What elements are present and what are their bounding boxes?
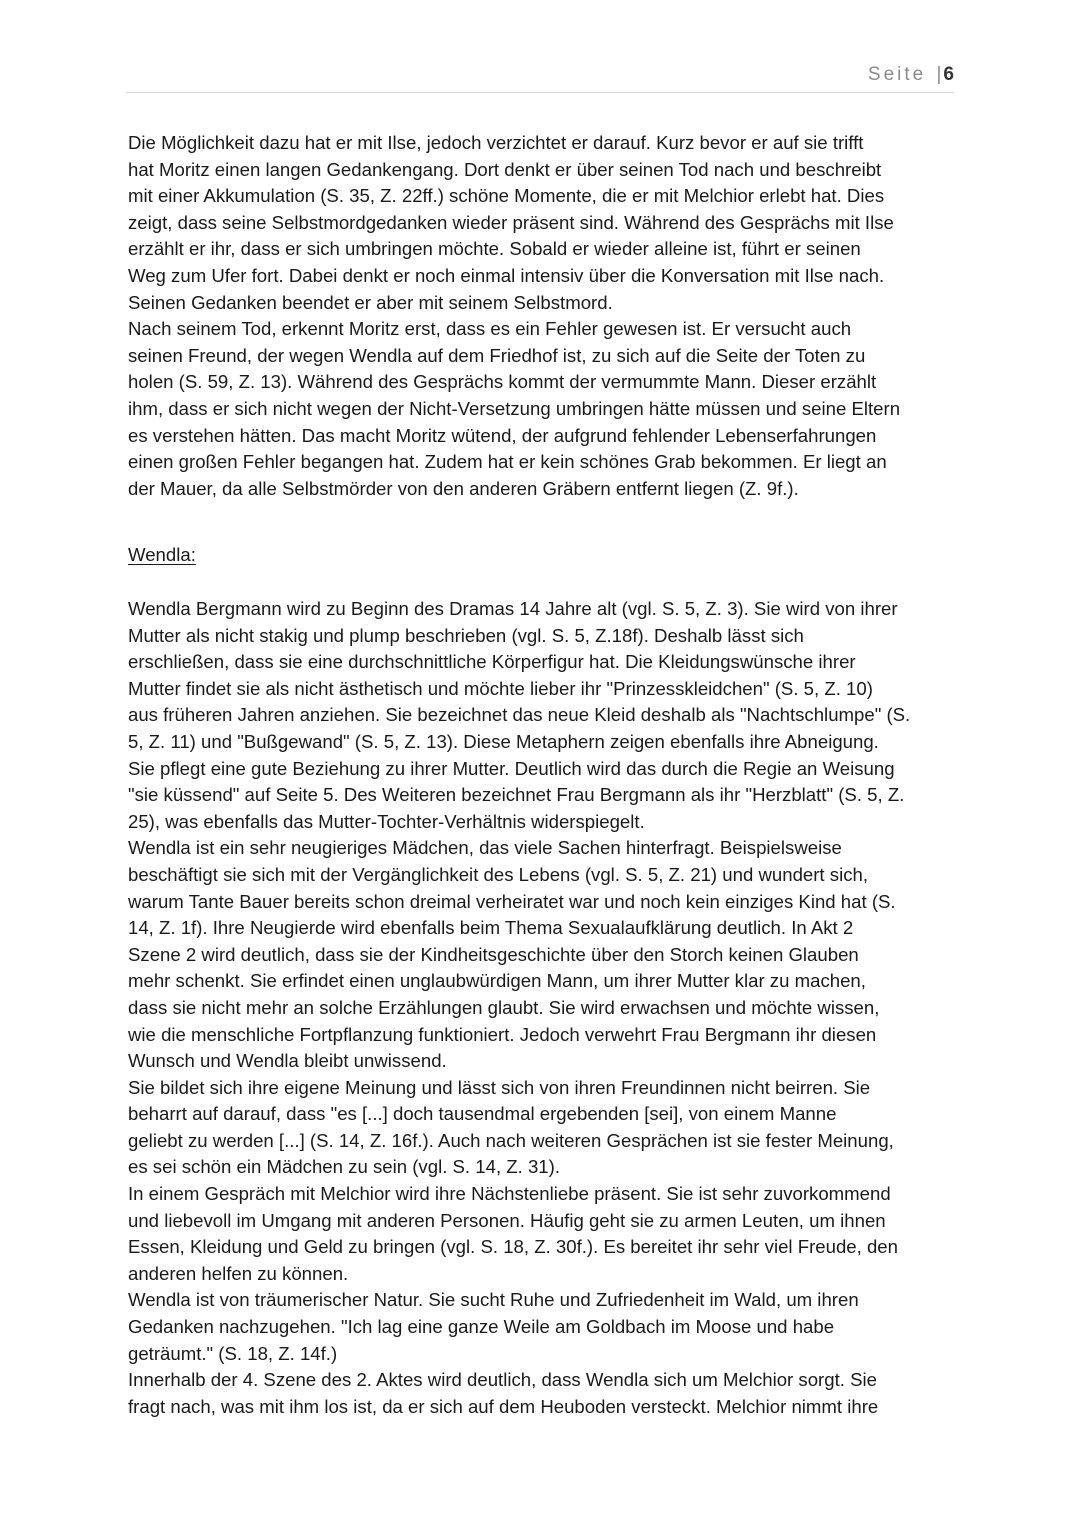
- text-line: fragt nach, was mit ihm los ist, da er sich auf dem Heuboden versteckt. Melchior nimmt ihre: [128, 1395, 879, 1417]
- page-header: [126, 62, 954, 93]
- text-line: Sie pflegt eine gute Beziehung zu ihrer Mutter. Deutlich wird das durch die Regie an Weisung: [128, 757, 895, 779]
- text-line: wie die menschliche Fortpflanzung funktioniert. Jedoch verwehrt Frau Bergmann ihr diesen: [128, 1023, 877, 1045]
- text-line: Innerhalb der 4. Szene des 2. Aktes wird deutlich, dass Wendla sich um Melchior sorgt. Sie: [128, 1369, 877, 1391]
- text-line: Essen, Kleidung und Geld zu bringen (vgl. S. 18, Z. 30f.). Es bereitet ihr sehr viel Freude, den: [128, 1236, 898, 1258]
- text-line: erzählt er ihr, dass er sich umbringen möchte. Sobald er wieder alleine ist, führt er seinen: [128, 238, 861, 260]
- text-line: dass sie nicht mehr an solche Erzählungen glaubt. Sie wird erwachsen und möchte wissen,: [128, 996, 880, 1018]
- text-line: beharrt auf darauf, dass "es [...] doch tausendmal ergebenden [sei], von einem Manne: [128, 1103, 837, 1125]
- text-line: erschließen, dass sie eine durchschnittliche Körperfigur hat. Die Kleidungswünsche ihrer: [128, 651, 856, 673]
- text-line: Szene 2 wird deutlich, dass sie der Kindheitsgeschichte über den Storch keinen Glauben: [128, 943, 859, 965]
- text-line: 14, Z. 1f). Ihre Neugierde wird ebenfalls beim Thema Sexualaufklärung deutlich. In Akt 2: [128, 917, 854, 939]
- text-line: Mutter als nicht stakig und plump beschrieben (vgl. S. 5, Z.18f). Deshalb lässt sich: [128, 624, 804, 646]
- page-number-label: [868, 64, 954, 86]
- text-line: Sie bildet sich ihre eigene Meinung und lässt sich von ihren Freundinnen nicht beirren. Sie: [128, 1076, 871, 1098]
- text-line: holen (S. 59, Z. 13). Während des Gesprächs kommt der vermummte Mann. Dieser erzählt: [128, 371, 877, 393]
- text-line: warum Tante Bauer bereits schon dreimal verheiratet war und noch kein einziges Kind hat (S.: [128, 890, 896, 912]
- text-line: Nach seinem Tod, erkennt Moritz erst, dass es ein Fehler gewesen ist. Er versucht auch: [128, 318, 852, 340]
- text-line: Wendla Bergmann wird zu Beginn des Dramas 14 Jahre alt (vgl. S. 5, Z. 3). Sie wird von ihrer: [128, 598, 898, 619]
- text-line: geliebt zu werden [...] (S. 14, Z. 16f.). Auch nach weiteren Gesprächen ist sie fester Meinung,: [128, 1129, 894, 1151]
- section-heading: Wendla:: [128, 544, 196, 565]
- text-line: seinen Freund, der wegen Wendla auf dem Friedhof ist, zu sich auf die Seite der Toten zu: [128, 344, 866, 366]
- text-line: Gedanken nachzugehen. "Ich lag eine ganze Weile am Goldbach im Moose und habe: [128, 1316, 835, 1338]
- text-line: Wunsch und Wendla bleibt unwissend.: [128, 1050, 447, 1072]
- text-line: mit einer Akkumulation (S. 35, Z. 22ff.) schöne Momente, die er mit Melchior erlebt hat. Dies: [128, 185, 885, 207]
- paragraph-wendla: [128, 596, 954, 1420]
- text-line: ihm, dass er sich nicht wegen der Nicht-Versetzung umbringen hätte müssen und seine Eltern: [128, 397, 901, 419]
- text-line: "sie küssend" auf Seite 5. Des Weiteren bezeichnet Frau Bergmann als ihr "Herzblatt" (S. 5, Z.: [128, 784, 905, 806]
- text-line: mehr schenkt. Sie erfindet einen unglaubwürdigen Mann, um ihrer Mutter klar zu machen,: [128, 970, 866, 992]
- text-line: anderen helfen zu können.: [128, 1262, 349, 1284]
- section-wendla: [128, 542, 196, 569]
- text-line: zeigt, dass seine Selbstmordgedanken wieder präsent sind. Während des Gesprächs mit Ilse: [128, 211, 894, 233]
- text-line: Weg zum Ufer fort. Dabei denkt er noch einmal intensiv über die Konversation mit Ilse nach.: [128, 264, 885, 286]
- text-line: Wendla ist von träumerischer Natur. Sie sucht Ruhe und Zufriedenheit im Wald, um ihren: [128, 1289, 859, 1311]
- text-line: einen großen Fehler begangen hat. Zudem hat er kein schönes Grab bekommen. Er liegt an: [128, 451, 887, 473]
- text-line: Die Möglichkeit dazu hat er mit Ilse, jedoch verzichtet er darauf. Kurz bevor er auf sie trifft: [128, 132, 864, 153]
- text-line: Seinen Gedanken beendet er aber mit seinem Selbstmord.: [128, 291, 613, 313]
- text-line: aus früheren Jahren anziehen. Sie bezeichnet das neue Kleid deshalb als "Nachtschlumpe" (S.: [128, 704, 911, 726]
- text-line: es verstehen hätten. Das macht Moritz wütend, der aufgrund fehlender Lebenserfahrungen: [128, 424, 877, 446]
- page-number: 6: [943, 64, 954, 85]
- text-line: der Mauer, da alle Selbstmörder von den anderen Gräbern entfernt liegen (Z. 9f.).: [128, 477, 799, 499]
- text-line: geträumt." (S. 18, Z. 14f.): [128, 1342, 338, 1364]
- text-line: In einem Gespräch mit Melchior wird ihre Nächstenliebe präsent. Sie ist sehr zuvorkommend: [128, 1183, 891, 1205]
- text-line: es sei schön ein Mädchen zu sein (vgl. S. 14, Z. 31).: [128, 1156, 561, 1178]
- text-line: hat Moritz einen langen Gedankengang. Dort denkt er über seinen Tod nach und beschreibt: [128, 158, 882, 180]
- text-line: beschäftigt sie sich mit der Vergänglichkeit des Lebens (vgl. S. 5, Z. 21) und wundert sich,: [128, 863, 868, 885]
- text-line: 25), was ebenfalls das Mutter-Tochter-Verhältnis widerspiegelt.: [128, 810, 645, 832]
- text-line: 5, Z. 11) und "Bußgewand" (S. 5, Z. 13). Diese Metaphern zeigen ebenfalls ihre Abneigung.: [128, 730, 879, 752]
- page-separator: |: [936, 64, 942, 85]
- page-word: Seite: [867, 64, 927, 85]
- paragraph-moritz: [128, 130, 954, 502]
- text-line: Mutter findet sie als nicht ästhetisch und möchte lieber ihr "Prinzesskleidchen" (S. 5, Z. 10): [128, 677, 873, 699]
- text-line: und liebevoll im Umgang mit anderen Personen. Häufig geht sie zu armen Leuten, um ihnen: [128, 1209, 886, 1231]
- text-line: Wendla ist ein sehr neugieriges Mädchen, das viele Sachen hinterfragt. Beispielsweise: [128, 837, 842, 859]
